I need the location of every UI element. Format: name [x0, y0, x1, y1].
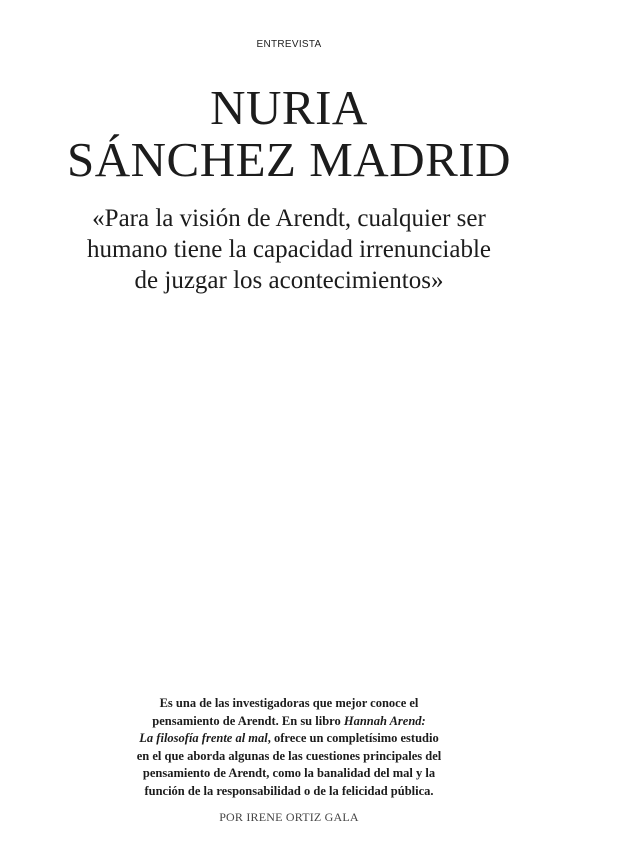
quote-line-2: humano tiene la capacidad irrenunciable	[87, 236, 491, 263]
book-title-part-2: La filosofía frente al mal	[139, 731, 268, 745]
lead-line-6: función de la responsabilidad o de la felicidad pública.	[144, 783, 434, 798]
quote-line-1: «Para la visión de Arendt, cualquier ser	[92, 205, 486, 232]
lead-paragraph	[0, 695, 578, 800]
lead-line-3	[0, 730, 578, 748]
lead-line-2-text: pensamiento de Arendt. En su libro	[152, 713, 344, 728]
book-title-part-1: Hannah Arend:	[343, 713, 426, 728]
lead-line-3-text: , ofrece un completísimo estudio	[267, 731, 439, 745]
author-byline: POR IRENE ORTIZ GALA	[219, 810, 359, 824]
lead-line-4: en el que aborda algunas de las cuestiones principales del	[136, 748, 442, 763]
lead-line-1: Es una de las investigadoras que mejor conoce el	[159, 696, 419, 710]
headline-quote	[0, 203, 578, 296]
quote-line-3: de juzgar los acontecimientos»	[134, 267, 444, 294]
title-line-2: SÁNCHEZ MADRID	[67, 132, 511, 187]
page-title	[0, 82, 578, 186]
title-line-1: NURIA	[210, 80, 368, 135]
lead-line-2	[0, 713, 578, 731]
section-label: ENTREVISTA	[256, 39, 322, 50]
lead-line-5: pensamiento de Arendt, como la banalidad del mal y la	[142, 766, 436, 780]
